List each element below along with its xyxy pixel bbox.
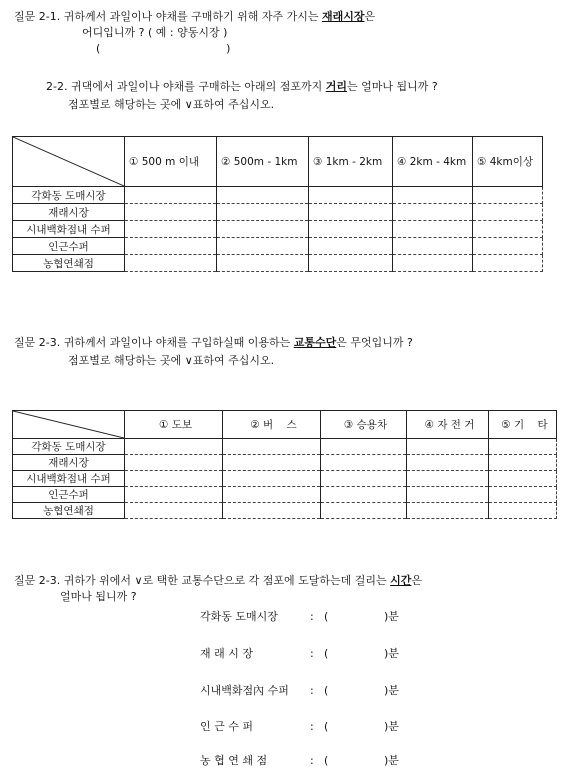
diagonal-line	[13, 411, 124, 438]
answer-cell[interactable]	[321, 455, 407, 471]
q23-row-label: 각화동 도매시장	[13, 439, 125, 455]
answer-cell[interactable]	[223, 487, 321, 503]
q22-row-label: 인근수퍼	[13, 238, 125, 255]
answer-cell[interactable]	[125, 204, 217, 221]
table-row	[13, 439, 557, 455]
time-row-unit: )분	[384, 684, 399, 697]
answer-cell[interactable]	[407, 487, 489, 503]
time-row-unit: )분	[384, 754, 399, 767]
q22-corner-cell	[13, 137, 125, 187]
answer-cell[interactable]	[407, 503, 489, 519]
answer-cell[interactable]	[125, 471, 223, 487]
answer-cell[interactable]	[309, 255, 393, 272]
time-row	[200, 718, 399, 734]
q22-emphasis: 거리	[325, 80, 347, 93]
q23-col-header: ② 버 스	[223, 411, 321, 439]
time-row-label: 시내백화점內 수퍼	[200, 684, 289, 697]
answer-cell[interactable]	[393, 255, 473, 272]
q22-row-label: 재래시장	[13, 204, 125, 221]
q23-row-label: 인근수퍼	[13, 487, 125, 503]
q22-line2: 점포별로 해당하는 곳에 ∨표하여 주십시오.	[68, 98, 275, 111]
table-row	[13, 204, 543, 221]
answer-cell[interactable]	[125, 238, 217, 255]
answer-cell[interactable]	[489, 503, 557, 519]
table-row	[13, 187, 543, 204]
answer-cell[interactable]	[321, 487, 407, 503]
q23-prefix: 질문 2-3.	[14, 336, 61, 349]
answer-cell[interactable]	[489, 471, 557, 487]
q22-row-label: 농협연쇄점	[13, 255, 125, 272]
answer-cell[interactable]	[217, 187, 309, 204]
time-row-input[interactable]: (	[324, 754, 329, 767]
time-row-sep: :	[310, 610, 314, 623]
q23b-line1	[14, 574, 422, 588]
q23-row-label: 시내백화점내 수퍼	[13, 471, 125, 487]
q23-col-header: ④ 자 전 거	[407, 411, 489, 439]
answer-cell[interactable]	[407, 439, 489, 455]
answer-cell[interactable]	[223, 439, 321, 455]
time-row-label: 재 래 시 장	[200, 647, 253, 660]
q22-line1	[46, 80, 438, 94]
q23-row-label: 농협연쇄점	[13, 503, 125, 519]
diagonal-line	[13, 137, 124, 186]
answer-cell[interactable]	[223, 455, 321, 471]
q23b-text-a: 귀하가 위에서 ∨로 택한 교통수단으로 각 점포에 도달하는데 걸리는	[60, 574, 391, 587]
answer-cell[interactable]	[473, 238, 543, 255]
time-row	[200, 752, 399, 768]
time-row-label: 인 근 수 퍼	[200, 720, 253, 733]
q23b-line2: 얼마나 됩니까 ?	[60, 590, 137, 603]
time-row	[200, 645, 399, 661]
time-row-sep: :	[310, 684, 314, 697]
q21-line1	[14, 10, 375, 24]
q22-col-header: ④ 2km - 4km	[393, 137, 473, 187]
q23b-text-b: 은	[411, 574, 423, 587]
answer-cell[interactable]	[125, 255, 217, 272]
answer-cell[interactable]	[309, 187, 393, 204]
q22-col-header: ⑤ 4km이상	[473, 137, 543, 187]
time-row-unit: )분	[384, 720, 399, 733]
answer-cell[interactable]	[217, 238, 309, 255]
q22-distance-table	[12, 136, 543, 272]
answer-cell[interactable]	[489, 487, 557, 503]
table-row	[13, 487, 557, 503]
table-row	[13, 255, 543, 272]
q23-transport-table	[12, 410, 557, 519]
time-row-label: 각화동 도매시장	[200, 610, 278, 623]
answer-cell[interactable]	[125, 455, 223, 471]
q21-text-a: 귀하께서 과일이나 야채를 구매하기 위해 자주 가시는	[60, 10, 322, 23]
q23-col-header: ⑤ 기 타	[489, 411, 557, 439]
table-row	[13, 503, 557, 519]
q23-text-a: 귀하께서 과일이나 야채를 구입하실때 이용하는	[60, 336, 294, 349]
q21-text-b: 은	[364, 10, 376, 23]
answer-cell[interactable]	[309, 238, 393, 255]
time-row-input[interactable]: (	[324, 684, 329, 697]
time-row-sep: :	[310, 720, 314, 733]
answer-cell[interactable]	[473, 255, 543, 272]
answer-cell[interactable]	[407, 455, 489, 471]
time-row	[200, 608, 399, 624]
q22-prefix: 2-2.	[46, 80, 68, 93]
q21-emphasis: 재래시장	[321, 10, 365, 23]
answer-cell[interactable]	[125, 187, 217, 204]
answer-cell[interactable]	[125, 503, 223, 519]
q23-line1	[14, 336, 413, 350]
q21-answer-blank[interactable]: ( )	[96, 42, 231, 55]
answer-cell[interactable]	[393, 238, 473, 255]
table-row	[13, 221, 543, 238]
time-row-label: 농 협 연 쇄 점	[200, 754, 268, 767]
answer-cell[interactable]	[217, 221, 309, 238]
answer-cell[interactable]	[489, 455, 557, 471]
answer-cell[interactable]	[217, 204, 309, 221]
answer-cell[interactable]	[217, 255, 309, 272]
answer-cell[interactable]	[125, 439, 223, 455]
time-row-input[interactable]: (	[324, 647, 329, 660]
q22-col-header: ① 500 m 이내	[125, 137, 217, 187]
q23-text-b: 은 무엇입니까 ?	[336, 336, 413, 349]
q23-emphasis: 교통수단	[293, 336, 337, 349]
q23-corner-cell	[13, 411, 125, 439]
time-row-input[interactable]: (	[324, 610, 329, 623]
answer-cell[interactable]	[223, 503, 321, 519]
time-row-unit: )분	[384, 610, 399, 623]
q22-text-b: 는 얼마나 됩니까 ?	[346, 80, 438, 93]
answer-cell[interactable]	[309, 204, 393, 221]
answer-cell[interactable]	[473, 187, 543, 204]
q22-row-label: 시내백화점내 수퍼	[13, 221, 125, 238]
answer-cell[interactable]	[393, 187, 473, 204]
answer-cell[interactable]	[473, 204, 543, 221]
q22-row-label: 각화동 도매시장	[13, 187, 125, 204]
answer-cell[interactable]	[309, 221, 393, 238]
table-row	[13, 455, 557, 471]
answer-cell[interactable]	[321, 471, 407, 487]
q22-text-a: 귀댁에서 과일이나 야채를 구매하는 아래의 점포까지	[67, 80, 326, 93]
answer-cell[interactable]	[321, 503, 407, 519]
time-row-sep: :	[310, 754, 314, 767]
answer-cell[interactable]	[393, 204, 473, 221]
time-row-input[interactable]: (	[324, 720, 329, 733]
table-row	[13, 238, 543, 255]
answer-cell[interactable]	[321, 439, 407, 455]
answer-cell[interactable]	[125, 487, 223, 503]
q23b-emphasis: 시간	[390, 574, 412, 587]
time-row	[200, 682, 399, 698]
answer-cell[interactable]	[489, 439, 557, 455]
answer-cell[interactable]	[473, 221, 543, 238]
answer-cell[interactable]	[393, 221, 473, 238]
time-row-unit: )분	[384, 647, 399, 660]
answer-cell[interactable]	[407, 471, 489, 487]
answer-cell[interactable]	[125, 221, 217, 238]
answer-cell[interactable]	[223, 471, 321, 487]
q23-row-label: 재래시장	[13, 455, 125, 471]
q23b-prefix: 질문 2-3.	[14, 574, 61, 587]
q22-col-header: ② 500m - 1km	[217, 137, 309, 187]
time-row-sep: :	[310, 647, 314, 660]
q21-line2: 어디입니까 ? ( 예 : 양동시장 )	[82, 26, 228, 39]
q22-col-header: ③ 1km - 2km	[309, 137, 393, 187]
q23-line2: 점포별로 해당하는 곳에 ∨표하여 주십시오.	[68, 354, 275, 367]
q23-col-header: ③ 승용차	[321, 411, 407, 439]
table-row	[13, 471, 557, 487]
q23-col-header: ① 도보	[125, 411, 223, 439]
q21-prefix: 질문 2-1.	[14, 10, 61, 23]
